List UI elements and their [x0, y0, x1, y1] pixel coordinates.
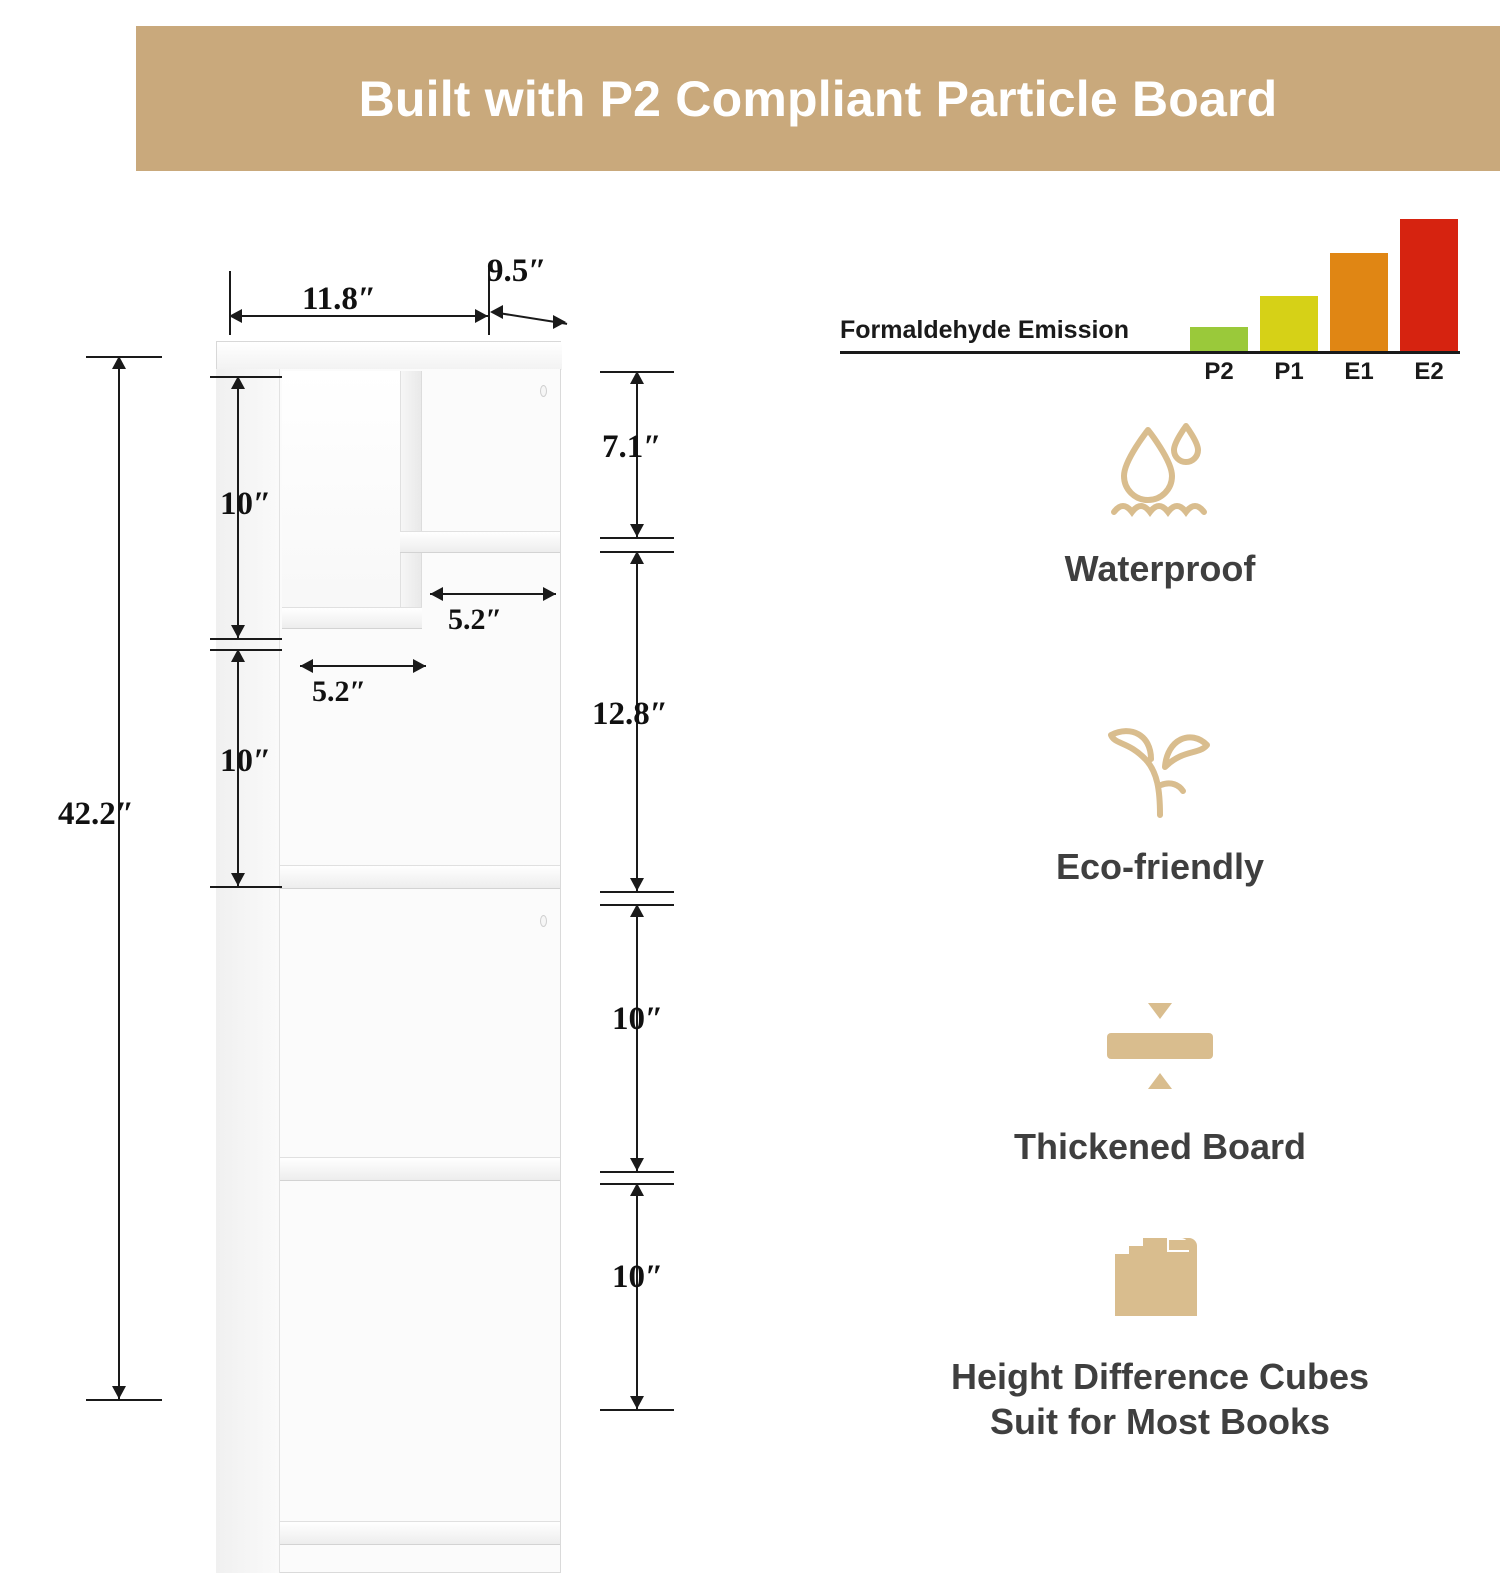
cabinet-shelf-4	[280, 1157, 560, 1181]
dim-tick-right4-bottom	[600, 1409, 674, 1411]
cabinet-left-side-panel	[216, 369, 280, 1573]
dim-arrow-right1-down	[630, 524, 644, 537]
dim-arrow-small-cube1-right	[413, 659, 426, 673]
dim-label-width: 11.8″	[302, 281, 377, 317]
dim-label-right4: 10″	[612, 1259, 664, 1295]
screw-hole-icon	[540, 385, 547, 397]
dim-label-right3: 10″	[612, 1001, 664, 1037]
chart-bar-e1	[1330, 253, 1388, 351]
dim-arrow-small-cube2-right	[543, 587, 556, 601]
books-icon	[820, 1220, 1500, 1340]
dim-label-left-cube2: 10″	[220, 743, 272, 779]
feature-waterproof-label: Waterproof	[1064, 548, 1256, 589]
dim-arrow-left-cube1-up	[231, 376, 245, 389]
dim-label-depth: 9.5″	[487, 253, 547, 289]
dim-line-overall-height	[118, 356, 120, 1399]
product-dimension-diagram	[0, 171, 800, 1448]
formaldehyde-emission-chart	[840, 220, 1460, 395]
chart-title: Formaldehyde Emission	[840, 316, 1129, 344]
plant-sprout-icon	[820, 710, 1500, 830]
dim-tick-left-cube1-bottom	[210, 638, 282, 640]
dim-arrow-right1-up	[630, 371, 644, 384]
dim-arrow-left-cube2-up	[231, 649, 245, 662]
dim-arrow-width-left	[229, 309, 242, 323]
cabinet-shelf-3	[280, 865, 560, 889]
thickened-board-icon	[820, 990, 1500, 1110]
dim-arrow-left-cube2-down	[231, 873, 245, 886]
chart-tick-e2: E2	[1414, 358, 1444, 385]
chart-bar-p1	[1260, 296, 1318, 351]
dim-tick-left-cube2-bottom	[210, 886, 282, 888]
dim-arrow-right4-up	[630, 1183, 644, 1196]
dim-arrow-right4-down	[630, 1396, 644, 1409]
page-title: Built with P2 Compliant Particle Board	[358, 70, 1278, 127]
feature-height-difference-cubes-label	[820, 1354, 1500, 1444]
dim-label-left-cube1: 10″	[220, 486, 272, 522]
dim-arrow-depth-left	[490, 305, 503, 319]
dim-arrow-height-up	[112, 356, 126, 369]
cabinet-shelf-2	[282, 607, 422, 629]
feature-eco-friendly	[820, 710, 1500, 889]
cabinet-shelf-1	[400, 531, 560, 553]
dim-label-overall-height: 42.2″	[58, 796, 134, 832]
dim-arrow-right3-up	[630, 904, 644, 917]
cabinet-base-panel	[280, 1521, 560, 1545]
dim-arrow-right2-down	[630, 878, 644, 891]
feature-thickened-board-label: Thickened Board	[1013, 1126, 1307, 1167]
feature-waterproof	[820, 412, 1500, 591]
chart-bar-p2	[1190, 327, 1248, 351]
feature-eco-friendly-label: Eco-friendly	[1055, 846, 1265, 887]
dim-label-small-cube-2: 5.2″	[448, 603, 503, 636]
dim-tick-left-cube1-top	[210, 376, 282, 378]
dim-tick-right3-bottom	[600, 1171, 674, 1173]
feature-label-line1: Height Difference Cubes	[950, 1356, 1370, 1397]
dim-label-small-cube-1: 5.2″	[312, 675, 367, 708]
dim-label-right1: 7.1″	[602, 429, 662, 465]
dim-line-right4	[636, 1183, 638, 1409]
cube-back-top-left	[282, 371, 400, 629]
dim-arrow-height-down	[112, 1386, 126, 1399]
feature-thickened-board	[820, 990, 1500, 1169]
cabinet-top-surface	[217, 342, 562, 370]
dim-arrow-depth-right	[553, 315, 566, 329]
dim-arrow-right2-up	[630, 551, 644, 564]
dim-arrow-right3-down	[630, 1158, 644, 1171]
chart-bar-e2	[1400, 219, 1458, 351]
features-column	[820, 190, 1500, 1448]
dim-arrow-width-right	[475, 309, 488, 323]
dim-tick-right1-bottom	[600, 537, 674, 539]
chart-tick-p2: P2	[1204, 358, 1234, 385]
feature-height-difference-cubes	[820, 1220, 1500, 1444]
dim-label-right2: 12.8″	[592, 696, 668, 732]
chart-baseline	[840, 351, 1460, 354]
dim-tick-width-left	[229, 271, 231, 335]
bookcase-illustration	[216, 341, 561, 1573]
cabinet-vertical-divider-top	[400, 371, 422, 629]
chart-tick-e1: E1	[1344, 358, 1374, 385]
dim-arrow-left-cube1-down	[231, 625, 245, 638]
dim-tick-left-cube2-top	[210, 649, 282, 651]
dim-line-small-cube-2	[430, 593, 556, 595]
dim-arrow-small-cube1-left	[300, 659, 313, 673]
chart-tick-p1: P1	[1274, 358, 1304, 385]
cabinet-top-panel	[216, 341, 561, 369]
water-drop-icon	[820, 412, 1500, 532]
dim-line-small-cube-1	[300, 665, 426, 667]
dim-tick-right2-bottom	[600, 891, 674, 893]
feature-label-line2: Suit for Most Books	[990, 1401, 1330, 1442]
header-banner	[136, 26, 1500, 171]
screw-hole-icon	[540, 915, 547, 927]
dim-tick-height-bottom	[86, 1399, 162, 1401]
dim-arrow-small-cube2-left	[430, 587, 443, 601]
